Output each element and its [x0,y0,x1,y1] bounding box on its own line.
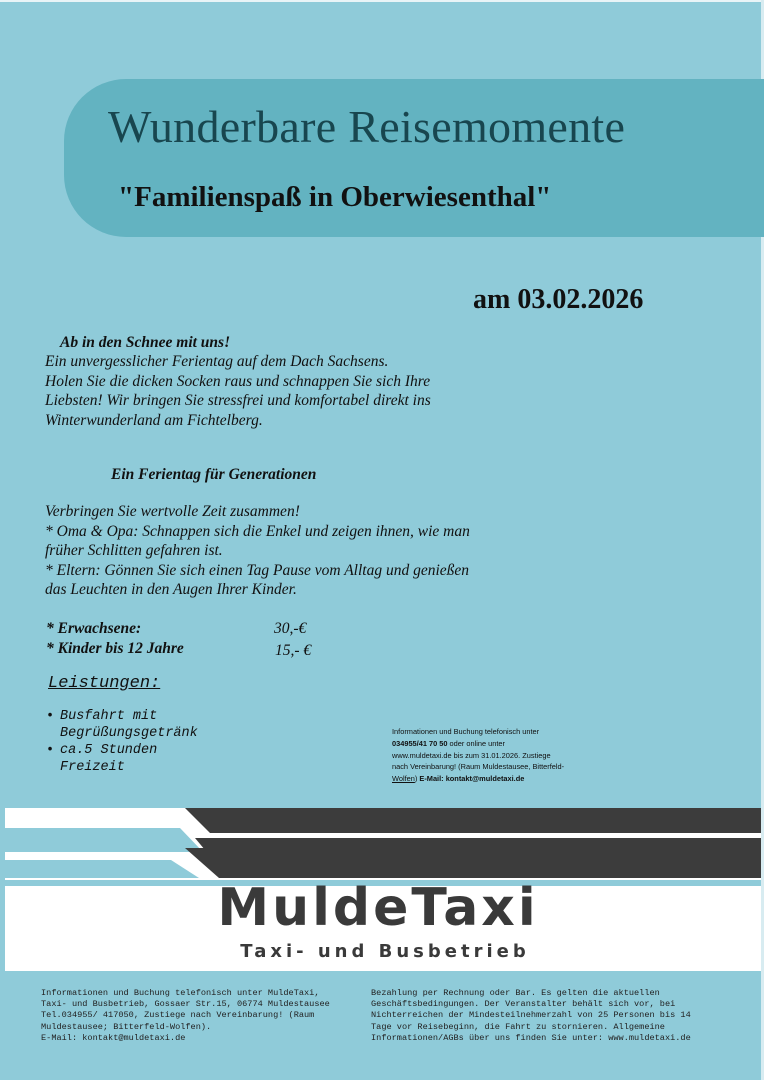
intro-heading: Ab in den Schnee mit uns! [60,334,231,351]
booking-line: www.muldetaxi.de bis zum 31.01.2026. Zustiege [392,750,551,760]
booking-phone: 034955/41 70 50 [392,738,448,748]
booking-line: nach Vereinbarung! (Raum Muldestausee, Bitterfeld- [392,762,565,772]
generations-line: das Leuchten in den Augen Ihrer Kinder. [45,581,297,598]
footer-contact [41,988,361,1044]
booking-online: oder online unter [447,738,506,748]
booking-info [392,726,604,785]
services-list [45,708,198,776]
trip-date: am 03.02.2026 [473,284,644,315]
footer-line: Taxi- und Busbetrieb, Gossaer Str.15, 06774 Muldestausee [41,999,330,1010]
booking-line [392,738,604,750]
booking-line [392,773,604,785]
service-line: Busfahrt mit [60,709,158,724]
intro-text [45,352,525,430]
price-children-label: * Kinder bis 12 Jahre [46,640,184,657]
booking-email: kontakt@muldetaxi.de [445,774,525,784]
footer-line: Informationen/AGBs über uns finden Sie unter: www.muldetaxi.de [371,1032,691,1043]
footer-line: Tage vor Reisebeginn, die Fahrt zu stornieren. Allgemeine [371,1021,665,1032]
brand-logo: MuldeTaxi [217,878,539,938]
price-adults-label: * Erwachsene: [46,620,142,637]
price-children-value: 15,- € [275,642,312,659]
service-line: Begrüßungsgetränk [60,726,198,741]
booking-email-label: E-Mail: [419,774,444,784]
services-heading: Leistungen: [48,674,161,693]
footer-line: E-Mail: kontakt@muldetaxi.de [41,1032,186,1043]
bullet-icon: • [46,743,55,758]
generations-line: Verbringen Sie wertvolle Zeit zusammen! [45,503,300,520]
generations-line: * Oma & Opa: Schnappen sich die Enkel und zeigen ihnen, wie man [45,522,470,540]
generations-line: früher Schlitten gefahren ist. [45,542,223,559]
bullet-icon: • [46,709,55,724]
footer-line: Geschäftsbedingungen. Der Veranstalter behält sich vor, bei [371,999,676,1010]
footer-line: Informationen und Buchung telefonisch unter MuldeTaxi, [41,988,320,998]
list-item [45,742,198,776]
booking-region: Wolfen [392,774,415,784]
footer-terms [371,988,721,1044]
footer-line: Nichterreichen der Mindesteilnehmerzahl von 25 Personen bis 14 [371,1010,691,1021]
brand-tagline: Taxi- und Busbetrieb [240,941,530,962]
intro-line: Liebsten! Wir bringen Sie stressfrei und komfortabel direkt ins [45,392,431,409]
footer-line: Bezahlung per Rechnung oder Bar. Es gelten die aktuellen [371,988,660,998]
intro-line: Ein unvergesslicher Ferientag auf dem Dach Sachsens. [45,353,389,370]
intro-line: Winterwunderland am Fichtelberg. [45,411,263,429]
service-line: Freizeit [60,760,125,775]
generations-heading: Ein Ferientag für Generationen [111,466,317,483]
booking-line: Informationen und Buchung telefonisch unter [392,727,540,736]
generations-text [45,502,535,600]
page-subtitle: "Familienspaß in Oberwiesenthal" [118,181,552,213]
list-item [45,708,198,742]
service-line: ca.5 Stunden [60,743,158,758]
booking-paren: ) [414,774,420,784]
top-edge [0,0,764,2]
intro-line: Holen Sie die dicken Socken raus und schnappen Sie sich Ihre [45,372,431,390]
footer-line: Muldestausee; Bitterfeld-Wolfen). [41,1021,212,1032]
footer-line: Tel.034955/ 417050, Zustiege nach Vereinbarung! (Raum [41,1010,315,1021]
price-adults-value: 30,-€ [274,620,307,637]
page-title: Wunderbare Reisemomente [108,101,626,152]
generations-line: * Eltern: Gönnen Sie sich einen Tag Pause vom Alltag und genießen [45,561,470,579]
